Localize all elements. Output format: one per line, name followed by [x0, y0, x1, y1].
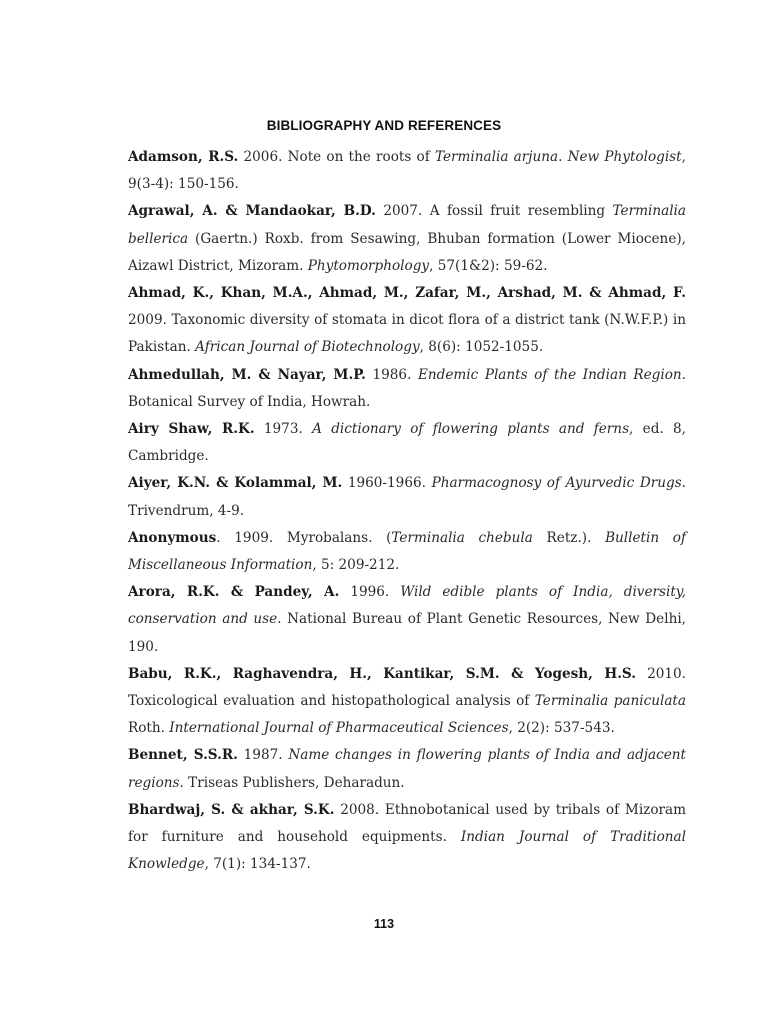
reference-text: 1996.: [339, 584, 401, 601]
reference-text: 1960-1966.: [342, 475, 432, 492]
reference-text: , ed. 8, Cambridge.: [128, 421, 686, 465]
reference-entry: [128, 797, 686, 879]
reference-authors: Babu, R.K., Raghavendra, H., Kantikar, S.M. & Yogesh, H.S.: [128, 665, 636, 682]
reference-text: . Trivendrum, 4-9.: [128, 475, 686, 519]
reference-italic-text: Terminalia chebula: [391, 529, 533, 546]
reference-text: 1987.: [237, 747, 289, 764]
reference-text: .: [558, 149, 568, 165]
reference-text: . Botanical Survey of India, Howrah.: [128, 366, 686, 410]
reference-text: (Gaertn.) Roxb. from Sesawing, Bhuban formation (Lower Miocene), Aizawl District, Mizoram.: [128, 230, 686, 274]
reference-entry: [128, 362, 686, 416]
reference-authors: Airy Shaw, R.K.: [128, 421, 255, 438]
reference-authors: Adamson, R.S.: [128, 149, 239, 165]
reference-list: [128, 144, 686, 878]
reference-italic-text: Pharmacognosy of Ayurvedic Drugs: [431, 475, 682, 492]
reference-italic-text: Terminalia arjuna: [434, 149, 559, 165]
reference-text: 2010. Toxicological evaluation and histopathological analysis of: [128, 665, 686, 710]
reference-authors: Ahmad, K., Khan, M.A., Ahmad, M., Zafar, M., Arshad, M. & Ahmad, F.: [128, 285, 686, 302]
reference-entry: [128, 525, 686, 579]
reference-authors: Bennet, S.S.R.: [128, 747, 238, 764]
page-number: 113: [373, 917, 395, 931]
reference-text: Roth.: [128, 720, 170, 737]
page-title: BIBLIOGRAPHY AND REFERENCES: [266, 118, 502, 133]
reference-text: . 1909. Myrobalans. (: [216, 529, 392, 546]
reference-italic-text: Terminalia bellerica: [128, 203, 686, 247]
reference-italic-text: A dictionary of flowering plants and ferns: [312, 421, 630, 438]
reference-italic-text: African Journal of Biotechnology: [195, 339, 420, 356]
reference-text: , 7(1): 134-137.: [204, 856, 311, 873]
reference-text: 1973.: [254, 421, 313, 438]
reference-text: 1986.: [365, 366, 418, 383]
reference-text: 2007. A fossil fruit resembling: [375, 203, 613, 220]
reference-authors: Ahmedullah, M. & Nayar, M.P.: [128, 366, 366, 383]
reference-text: 2009. Taxonomic diversity of stomata in dicot flora of a district tank (N.W.F.P.) in Pakistan.: [128, 312, 686, 356]
reference-text: , 9(3-4): 150-156.: [128, 149, 686, 193]
reference-authors: Bhardwaj, S. & akhar, S.K.: [128, 801, 335, 818]
reference-authors: Agrawal, A. & Mandaokar, B.D.: [128, 203, 376, 220]
reference-text: . Triseas Publishers, Deharadun.: [179, 774, 405, 791]
reference-text: , 8(6): 1052-1055.: [419, 339, 544, 356]
reference-italic-text: Endemic Plants of the Indian Region: [417, 366, 682, 383]
reference-text: 2006. Note on the roots of: [238, 149, 435, 165]
reference-text: Retz.).: [532, 529, 606, 546]
reference-italic-text: Terminalia paniculata: [534, 693, 686, 710]
reference-entry: [128, 198, 686, 280]
reference-entry: [128, 280, 686, 362]
reference-italic-text: Bulletin of Miscellaneous Information: [128, 529, 686, 574]
reference-entry: [128, 661, 686, 743]
reference-text: . National Bureau of Plant Genetic Resources, New Delhi, 190.: [128, 611, 686, 655]
reference-italic-text: International Journal of Pharmaceutical Sciences: [169, 720, 509, 737]
reference-entry: [128, 470, 686, 524]
reference-text: , 2(2): 537-543.: [508, 720, 615, 737]
reference-italic-text: New Phytologist: [567, 149, 682, 165]
reference-text: 2008. Ethnobotanical used by tribals of Mizoram for furniture and household equipments.: [128, 801, 687, 846]
reference-text: , 5: 209-212.: [312, 557, 400, 574]
reference-italic-text: Phytomorphology: [307, 257, 430, 274]
reference-italic-text: Wild edible plants of India, diversity, conservation and use: [128, 584, 687, 628]
reference-entry: [128, 416, 686, 470]
reference-authors: Anonymous: [128, 529, 217, 546]
reference-authors: Aiyer, K.N. & Kolammal, M.: [128, 475, 343, 492]
reference-authors: Arora, R.K. & Pandey, A.: [128, 584, 340, 601]
reference-italic-text: Indian Journal of Traditional Knowledge: [128, 829, 687, 873]
reference-entry: [128, 742, 686, 796]
reference-entry: [128, 144, 686, 198]
reference-text: , 57(1&2): 59-62.: [429, 257, 548, 274]
reference-entry: [128, 579, 686, 661]
reference-italic-text: Name changes in flowering plants of India and adjacent regions: [128, 747, 687, 791]
